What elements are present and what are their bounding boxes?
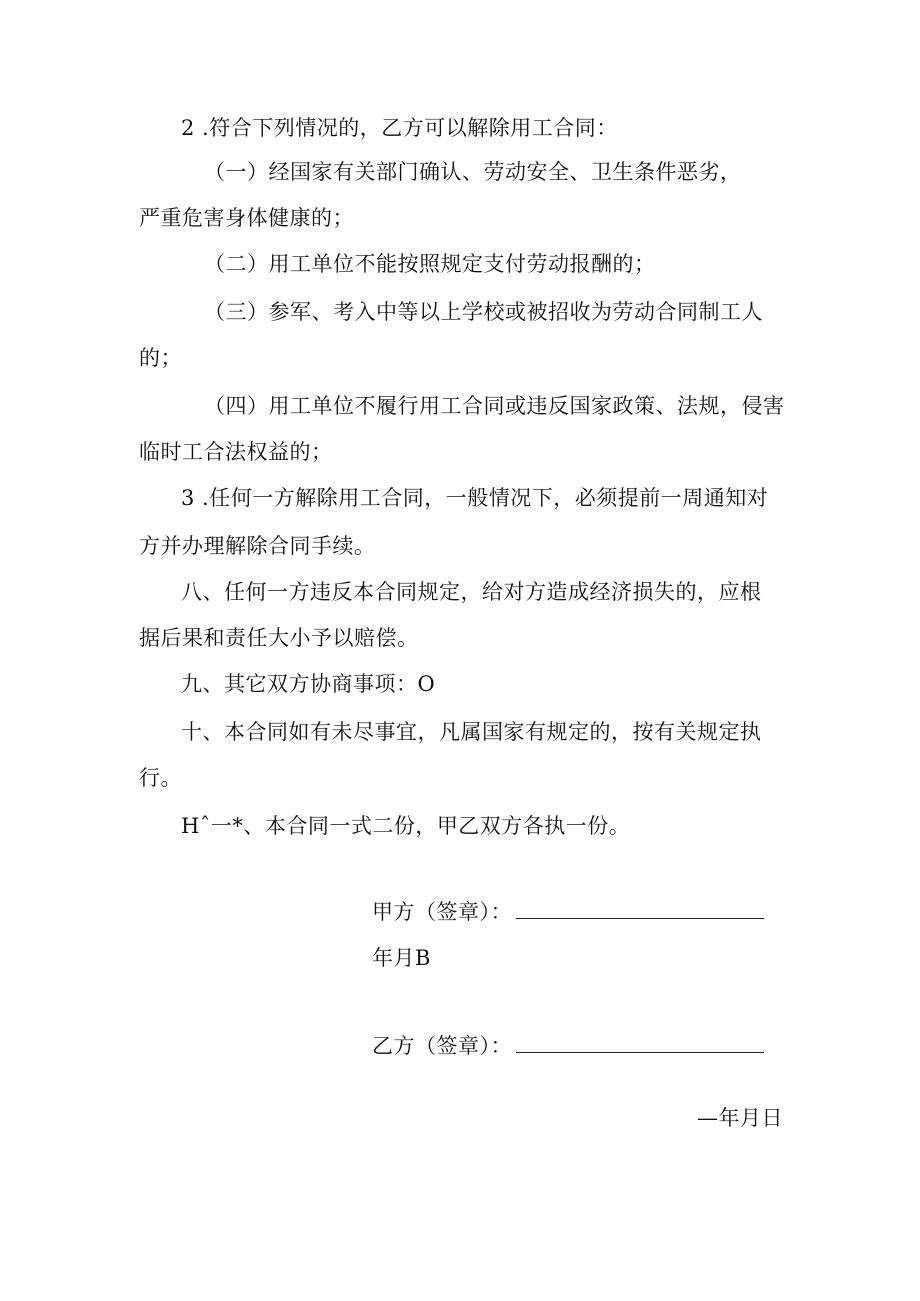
party-b-label: 乙方（签章）：: [372, 1034, 512, 1058]
clause-8-cont: 据后果和责任大小予以赔偿。: [139, 626, 419, 650]
party-b-date: —年月日: [697, 1106, 783, 1130]
clause-2-item-1-cont: 严重危害身体健康的；: [139, 206, 354, 230]
clause-3-cont: 方并办理解除合同手续。: [139, 534, 376, 558]
party-b-signature-line[interactable]: [516, 1032, 764, 1053]
clause-11: Hˆ一*、本合同一式二份，甲乙双方各执一份。: [181, 814, 631, 838]
clause-2-item-3-cont: 的；: [139, 346, 182, 370]
party-a-date: 年月B: [372, 946, 431, 970]
clause-2-item-1: （一）经国家有关部门确认、劳动安全、卫生条件恶劣，: [204, 160, 742, 184]
party-a-signature-line[interactable]: [516, 898, 764, 919]
clause-10: 十、本合同如有未尽事宜，凡属国家有规定的，按有关规定执: [181, 720, 762, 744]
party-b-signature-row: [372, 1032, 764, 1060]
clause-8: 八、任何一方违反本合同规定，给对方造成经济损失的，应根: [181, 580, 762, 604]
clause-2-item-3: （三）参军、考入中等以上学校或被招收为劳动合同制工人: [204, 300, 763, 324]
party-a-label: 甲方（签章）：: [372, 900, 512, 924]
clause-2-item-2: （二）用工单位不能按照规定支付劳动报酬的；: [204, 252, 656, 276]
clause-2-item-4: （四）用工单位不履行用工合同或违反国家政策、法规，侵害: [204, 394, 785, 418]
clause-10-cont: 行。: [139, 766, 182, 790]
clause-2-intro: 2 .符合下列情况的，乙方可以解除用工合同：: [181, 116, 618, 140]
clause-2-item-4-cont: 临时工合法权益的；: [139, 440, 333, 464]
clause-3: 3 .任何一方解除用工合同，一般情况下，必须提前一周通知对: [181, 486, 769, 510]
party-a-signature-row: [372, 898, 764, 926]
clause-9: 九、其它双方协商事项：O: [181, 672, 436, 696]
